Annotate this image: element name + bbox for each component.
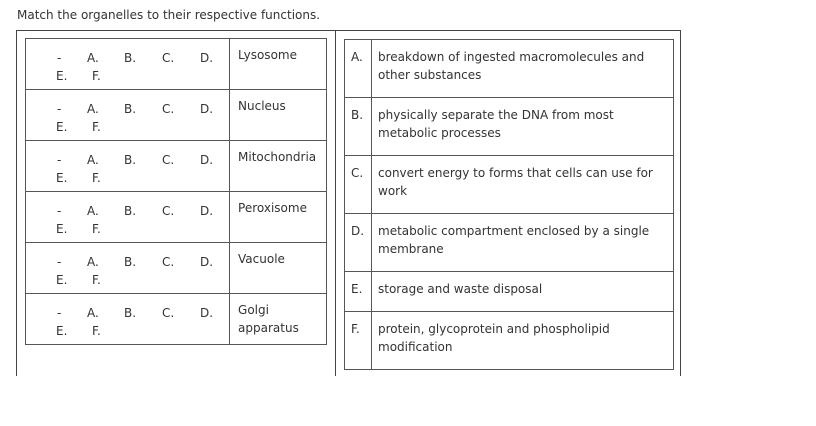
answer-choice-option[interactable]: F. bbox=[92, 273, 101, 287]
answer-choice-option[interactable]: F. bbox=[92, 222, 101, 236]
answer-choices bbox=[26, 90, 230, 141]
function-description: storage and waste disposal bbox=[372, 272, 674, 312]
answer-choice-option[interactable]: F. bbox=[92, 120, 101, 134]
function-row bbox=[345, 272, 674, 312]
organelles-table bbox=[25, 38, 327, 345]
answer-choice-option[interactable]: D. bbox=[200, 153, 214, 167]
organelle-name: Golgi apparatus bbox=[230, 294, 327, 345]
answer-choice-option[interactable]: C. bbox=[162, 255, 175, 269]
answer-choices bbox=[26, 141, 230, 192]
answer-choice-option[interactable]: B. bbox=[124, 153, 137, 167]
answer-choice-option[interactable]: B. bbox=[124, 306, 137, 320]
function-letter: E. bbox=[345, 272, 372, 312]
answer-choice-option[interactable]: - bbox=[57, 51, 62, 65]
column-divider bbox=[335, 30, 336, 376]
function-row bbox=[345, 40, 674, 98]
function-row bbox=[345, 214, 674, 272]
answer-choice-option[interactable]: - bbox=[57, 204, 62, 218]
function-description: physically separate the DNA from most metabolic processes bbox=[372, 98, 674, 156]
answer-choice-option[interactable]: D. bbox=[200, 306, 214, 320]
function-description: metabolic compartment enclosed by a single membrane bbox=[372, 214, 674, 272]
answer-choice-option[interactable]: E. bbox=[56, 120, 68, 134]
answer-choice-option[interactable]: B. bbox=[124, 255, 137, 269]
function-letter: B. bbox=[345, 98, 372, 156]
answer-choice-option[interactable]: E. bbox=[56, 171, 68, 185]
answer-choice-option[interactable]: C. bbox=[162, 204, 175, 218]
answer-choice-option[interactable]: D. bbox=[200, 204, 214, 218]
function-letter: F. bbox=[345, 312, 372, 370]
organelle-row bbox=[26, 243, 327, 294]
answer-choice-option[interactable]: C. bbox=[162, 51, 175, 65]
answer-choices bbox=[26, 243, 230, 294]
answer-choice-option[interactable]: A. bbox=[87, 255, 99, 269]
organelle-row bbox=[26, 90, 327, 141]
answer-choice-option[interactable]: A. bbox=[87, 204, 99, 218]
answer-choice-option[interactable]: B. bbox=[124, 51, 137, 65]
answer-choice-option[interactable]: F. bbox=[92, 324, 101, 338]
answer-choice-option[interactable]: E. bbox=[56, 273, 68, 287]
function-description: convert energy to forms that cells can use for work bbox=[372, 156, 674, 214]
function-row bbox=[345, 312, 674, 370]
function-description: breakdown of ingested macromolecules and other substances bbox=[372, 40, 674, 98]
answer-choice-option[interactable]: D. bbox=[200, 51, 214, 65]
organelle-name: Nucleus bbox=[230, 90, 327, 141]
answer-choices bbox=[26, 39, 230, 90]
answer-choice-option[interactable]: E. bbox=[56, 69, 68, 83]
answer-choice-option[interactable]: C. bbox=[162, 102, 175, 116]
organelle-row bbox=[26, 294, 327, 345]
answer-choice-option[interactable]: - bbox=[57, 102, 62, 116]
answer-choice-option[interactable]: F. bbox=[92, 69, 101, 83]
answer-choices bbox=[26, 192, 230, 243]
answer-choice-option[interactable]: A. bbox=[87, 51, 99, 65]
function-letter: A. bbox=[345, 40, 372, 98]
organelle-name: Vacuole bbox=[230, 243, 327, 294]
function-row bbox=[345, 156, 674, 214]
answer-choice-option[interactable]: A. bbox=[87, 102, 99, 116]
answer-choice-option[interactable]: C. bbox=[162, 153, 175, 167]
organelle-name: Peroxisome bbox=[230, 192, 327, 243]
function-letter: D. bbox=[345, 214, 372, 272]
organelle-row bbox=[26, 141, 327, 192]
answer-choice-option[interactable]: B. bbox=[124, 204, 137, 218]
answer-choice-option[interactable]: E. bbox=[56, 324, 68, 338]
function-letter: C. bbox=[345, 156, 372, 214]
answer-choice-option[interactable]: F. bbox=[92, 171, 101, 185]
organelle-row bbox=[26, 192, 327, 243]
organelle-name: Mitochondria bbox=[230, 141, 327, 192]
answer-choices bbox=[26, 294, 230, 345]
answer-choice-option[interactable]: C. bbox=[162, 306, 175, 320]
answer-choice-option[interactable]: E. bbox=[56, 222, 68, 236]
answer-choice-option[interactable]: D. bbox=[200, 255, 214, 269]
answer-choice-option[interactable]: A. bbox=[87, 306, 99, 320]
organelle-name: Lysosome bbox=[230, 39, 327, 90]
answer-choice-option[interactable]: A. bbox=[87, 153, 99, 167]
answer-choice-option[interactable]: - bbox=[57, 306, 62, 320]
answer-choice-option[interactable]: - bbox=[57, 153, 62, 167]
answer-choice-option[interactable]: - bbox=[57, 255, 62, 269]
function-row bbox=[345, 98, 674, 156]
organelle-row bbox=[26, 39, 327, 90]
question-prompt: Match the organelles to their respective functions. bbox=[17, 8, 321, 22]
function-description: protein, glycoprotein and phospholipid modification bbox=[372, 312, 674, 370]
functions-table bbox=[344, 39, 674, 370]
answer-choice-option[interactable]: B. bbox=[124, 102, 137, 116]
answer-choice-option[interactable]: D. bbox=[200, 102, 214, 116]
